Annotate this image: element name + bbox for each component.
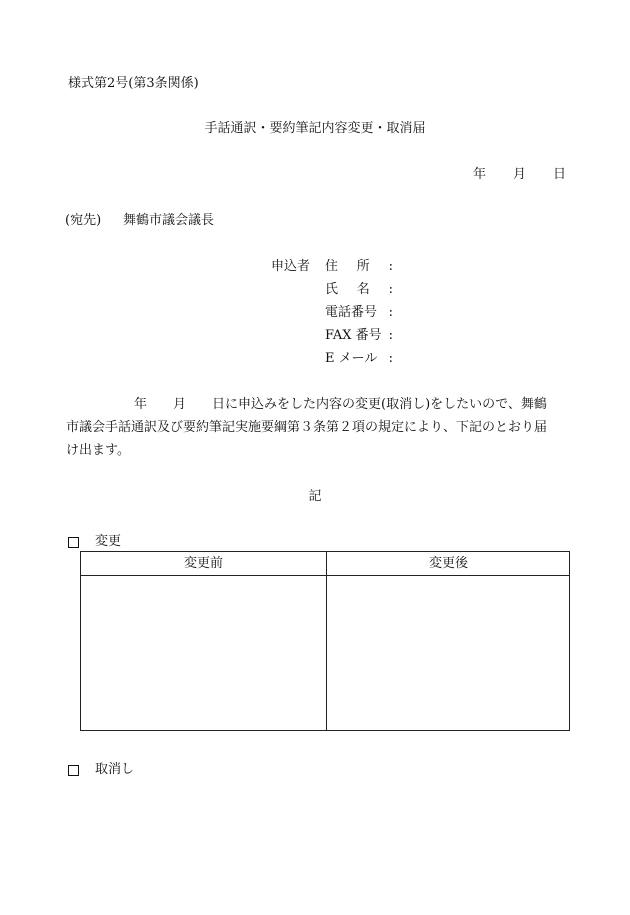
date-year-label[interactable]: 年 — [473, 167, 487, 182]
cancel-label: 取消し — [95, 762, 135, 777]
change-label: 変更 — [95, 534, 122, 549]
address-field[interactable] — [325, 259, 393, 275]
name-label-char-1: 氏 — [325, 282, 339, 297]
date-month-label[interactable]: 月 — [513, 167, 527, 182]
address-colon: : — [388, 259, 393, 274]
name-colon: : — [388, 282, 393, 297]
form-number: 様式第2号(第3条関係) — [68, 76, 199, 91]
ki-heading: 記 — [308, 489, 322, 504]
table-column-divider — [326, 552, 327, 730]
change-table — [80, 551, 570, 731]
phone-colon: : — [388, 305, 393, 320]
email-colon: : — [388, 351, 393, 366]
body-text-line-3: け出ます。 — [66, 443, 130, 458]
fax-field[interactable] — [325, 328, 393, 344]
document-title: 手話通訳・要約筆記内容変更・取消届 — [204, 121, 426, 136]
addressee-prefix: (宛先) — [65, 213, 102, 228]
fax-label: FAX 番号 — [325, 328, 382, 343]
cancel-checkbox[interactable] — [68, 765, 79, 776]
address-label-char-2: 所 — [356, 259, 370, 274]
addressee-name: 舞鶴市議会議長 — [123, 213, 215, 228]
change-checkbox[interactable] — [68, 537, 79, 548]
header-after-change: 変更後 — [428, 556, 468, 571]
address-label-char-1: 住 — [325, 259, 339, 274]
email-label: E メール — [325, 351, 378, 366]
body-text-line-2: 市議会手話通訳及び要約筆記実施要綱第３条第２項の規定により、下記のとおり届 — [66, 420, 548, 435]
header-before-change: 変更前 — [183, 556, 223, 571]
applicant-label: 申込者 — [271, 259, 311, 274]
name-label-char-2: 名 — [356, 282, 370, 297]
date-day-label[interactable]: 日 — [553, 167, 567, 182]
phone-label: 電話番号 — [325, 305, 378, 320]
fax-colon: : — [388, 328, 393, 343]
name-field[interactable] — [325, 282, 393, 298]
table-header-divider — [81, 575, 569, 576]
email-field[interactable] — [325, 351, 393, 367]
body-text-line-1: 年 月 日に申込みをした内容の変更(取消し)をしたいので、舞鶴 — [134, 397, 547, 412]
phone-field[interactable] — [325, 305, 393, 321]
